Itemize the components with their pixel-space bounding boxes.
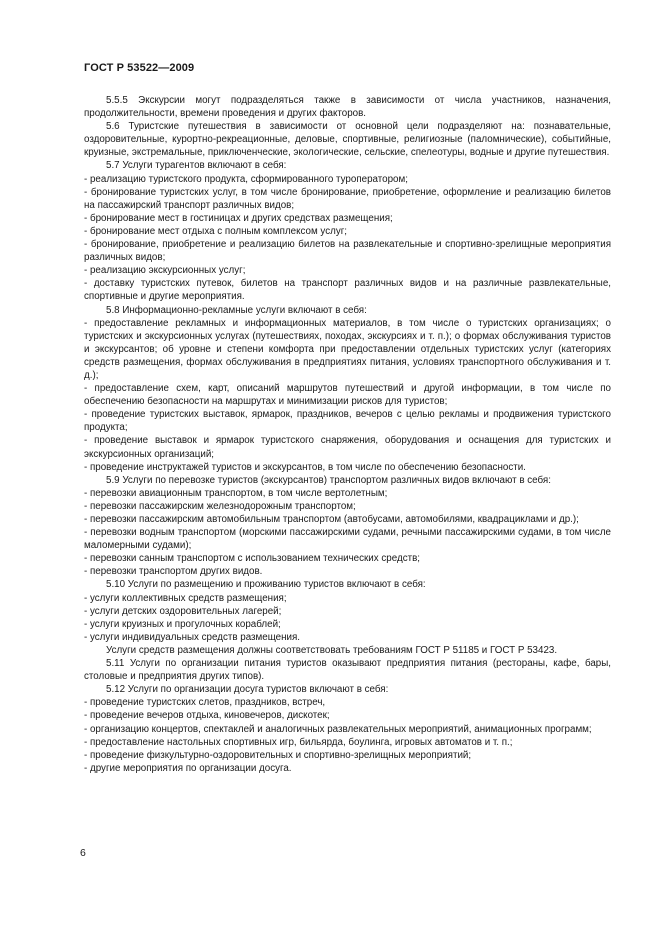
list-item: - предоставление настольных спортивных игр, бильярда, боулинга, игровых автоматов и т. п.; — [84, 736, 513, 748]
list-item: - услуги круизных и прогулочных кораблей; — [84, 618, 281, 630]
document-header: ГОСТ Р 53522—2009 — [84, 62, 195, 74]
list-item: - проведение выставок и ярмарок туристского снаряжения, оборудования и оснащения для туристских и экскурсионных организаций; — [84, 435, 611, 460]
paragraph: 5.10 Услуги по размещению и проживанию туристов включают в себя: — [106, 579, 426, 591]
list-item: - проведение физкультурно-оздоровительных и спортивно-зрелищных мероприятий; — [84, 749, 472, 761]
list-item: - доставку туристских путевок, билетов на транспорт различных видов и на различные развлекательные, спортивные и другие мероприятия. — [84, 278, 611, 303]
list-item: - бронирование мест в гостиницах и других средствах размещения; — [84, 212, 393, 224]
list-item: - бронирование, приобретение и реализацию билетов на развлекательные и спортивно-зрелищные мероприятия различных видов; — [84, 239, 611, 264]
list-item: - бронирование мест отдыха с полным комплексом услуг; — [84, 225, 348, 237]
list-item: - проведение вечеров отдыха, киновечеров, дискотек; — [84, 710, 330, 722]
list-item: - перевозки пассажирским железнодорожным транспортом; — [84, 500, 356, 512]
paragraph: 5.7 Услуги турагентов включают в себя: — [106, 160, 287, 172]
paragraph: 5.9 Услуги по перевозке туристов (экскурсантов) транспортом различных видов включают в себя: — [106, 474, 551, 486]
list-item: - проведение туристских выставок, ярмарок, праздников, вечеров с целью рекламы и продвижения туристского продукта; — [84, 409, 611, 434]
paragraph: 5.8 Информационно-рекламные услуги включают в себя: — [106, 304, 367, 316]
list-item: - другие мероприятия по организации досуга. — [84, 762, 292, 774]
list-item: - проведение туристских слетов, праздников, встреч, — [84, 697, 326, 709]
list-item: - реализацию туристского продукта, сформированного туроператором; — [84, 173, 408, 185]
list-item: - проведение инструктажей туристов и экскурсантов, в том числе по обеспечению безопасности. — [84, 461, 526, 473]
paragraph: 5.5.5 Экскурсии могут подразделяться также в зависимости от числа участников, назначения, продолжительности, времени проведения и других факторов. — [84, 95, 611, 120]
list-item: - реализацию экскурсионных услуг; — [84, 265, 246, 277]
list-item: - перевозки транспортом других видов. — [84, 566, 263, 578]
paragraph: 5.6 Туристские путешествия в зависимости от основной цели подразделяют на: познавательные, оздоровительные, курортно-рекреационные, деловые, спортивные, религиозные (паломнические), событийные, круизные, экстремальные, приключенческие, экологические, сельские, спелеотуры, водные и другие путешествия. — [84, 121, 611, 159]
paragraph: 5.12 Услуги по организации досуга туристов включают в себя: — [106, 684, 389, 696]
list-item: - перевозки пассажирским автомобильным транспортом (автобусами, автомобилями, квадрациклами и др.); — [84, 514, 579, 525]
list-item: - перевозки санным транспортом с использованием технических средств; — [84, 553, 421, 565]
list-item: - бронирование туристских услуг, в том числе бронирование, приобретение, оформление и реализацию билетов на пассажирский транспорт различных видов; — [84, 186, 611, 211]
paragraph: 5.11 Услуги по организации питания туристов оказывают предприятия питания (рестораны, кафе, бары, столовые и предприятия других типов). — [84, 658, 611, 683]
document-body — [84, 94, 611, 775]
list-item: - услуги детских оздоровительных лагерей; — [84, 605, 282, 617]
page-number: 6 — [80, 847, 86, 859]
list-item: - предоставление схем, карт, описаний маршрутов путешествий и другой информации, в том числе по обеспечению безопасности на маршрутах и минимизации рисков для туристов; — [84, 383, 611, 408]
list-item: - услуги коллективных средств размещения; — [84, 592, 287, 604]
list-item: - предоставление рекламных и информационных материалов, в том числе о туристских организациях; о туристских и экскурсионных услугах (путешествиях, походах, экскурсиях и т. п.); о формах обслуживания туристов и экскурсантов; об уровне и степени комфорта при предоставлении отдельных туристских услуг (категориях средств размещения, формах обслуживания в предприятиях питания, условиях транспортного обслуживания и т. д.); — [84, 317, 611, 381]
list-item: - услуги индивидуальных средств размещения. — [84, 631, 301, 643]
list-item: - перевозки водным транспортом (морскими пассажирскими судами, речными пассажирскими судами, в том числе маломерными судами); — [84, 527, 611, 552]
list-item: - перевозки авиационным транспортом, в том числе вертолетным; — [84, 487, 388, 499]
paragraph: Услуги средств размещения должны соответствовать требованиям ГОСТ Р 51185 и ГОСТ Р 53423. — [106, 644, 558, 656]
list-item: - организацию концертов, спектаклей и аналогичных развлекательных мероприятий, анимационных программ; — [84, 723, 592, 735]
